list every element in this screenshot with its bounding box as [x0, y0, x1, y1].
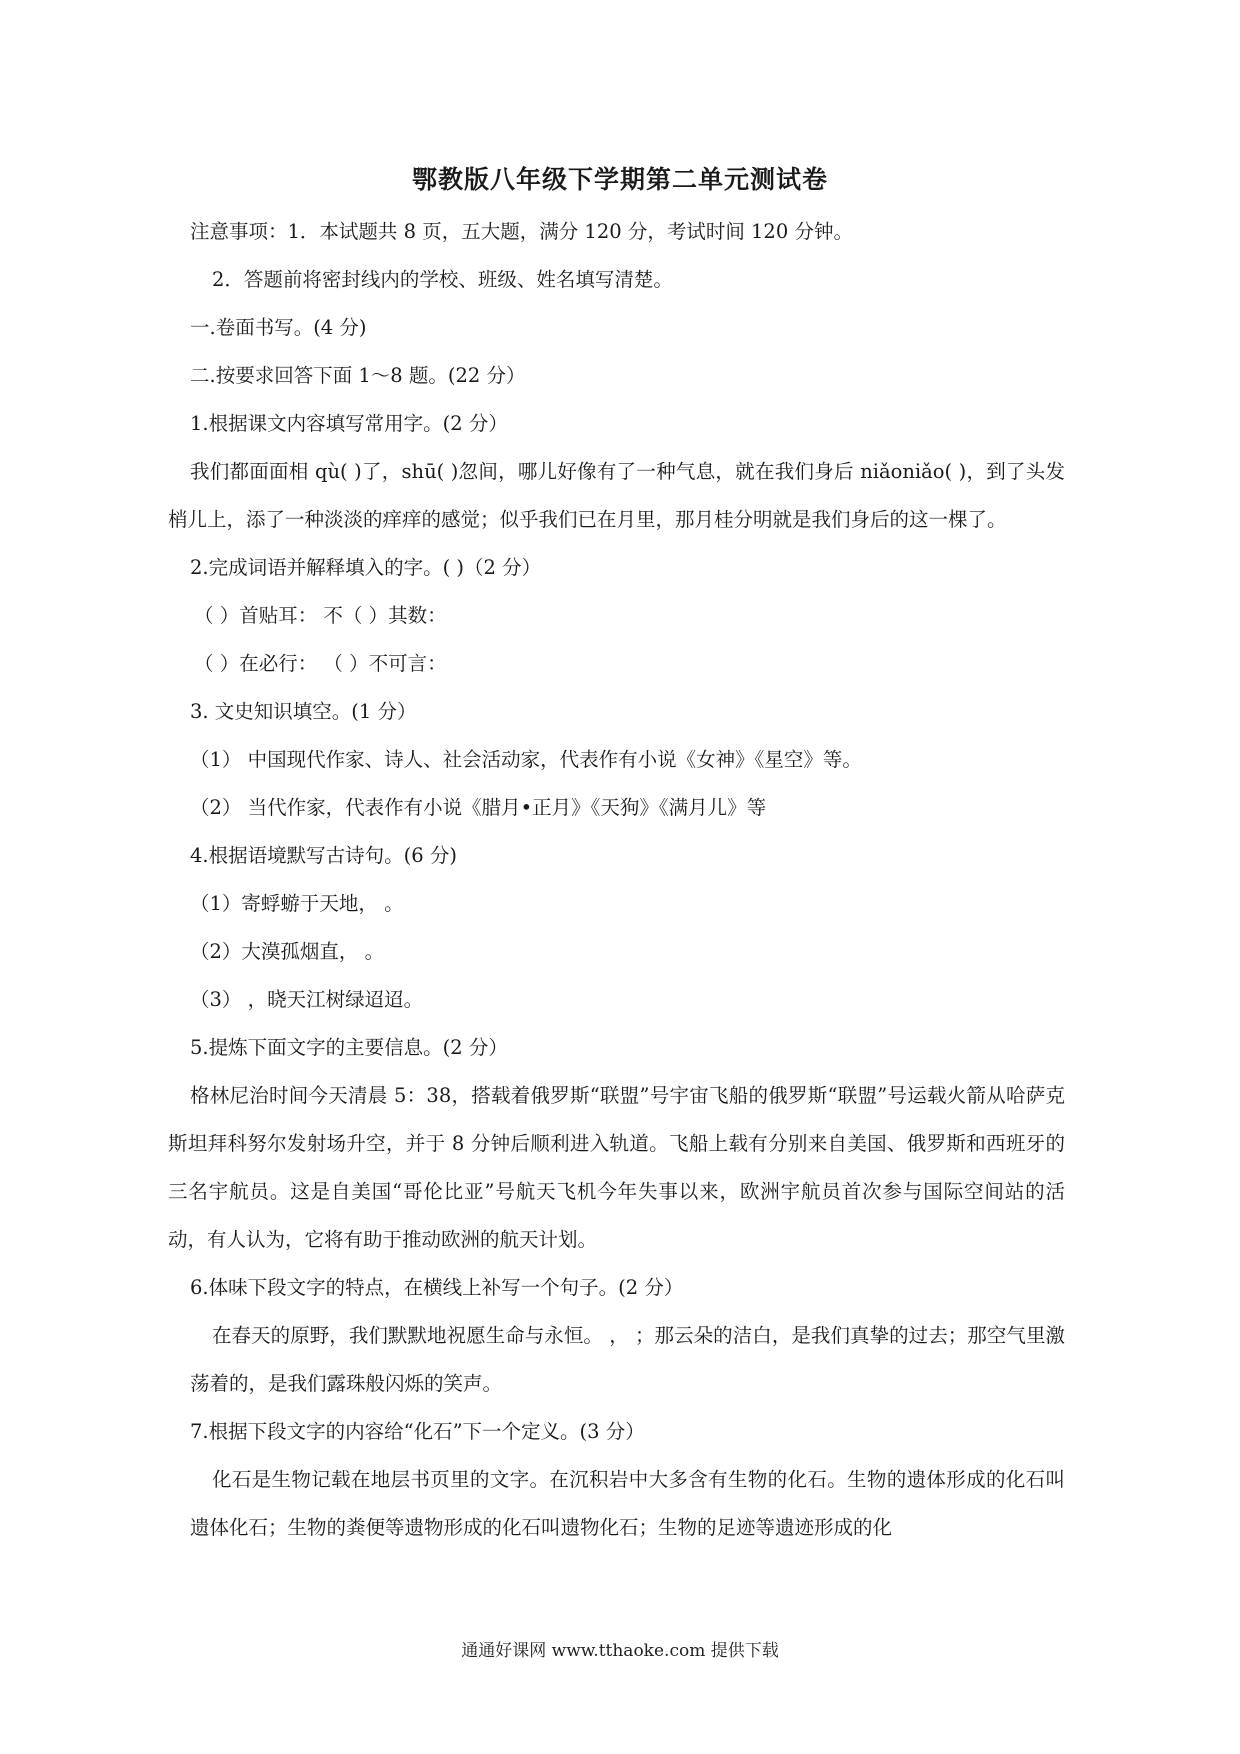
q3-item-1: （1） 中国现代作家、诗人、社会活动家，代表作有小说《女神》《星空》等。: [190, 748, 862, 771]
notes-line-2: 2．答题前将密封线内的学校、班级、姓名填写清楚。: [212, 268, 673, 291]
q7-heading: 7.根据下段文字的内容给“化石”下一个定义。(3 分）: [190, 1420, 645, 1443]
q1-text: 我们都面面相 qù( )了，shū( )忽间，哪儿好像有了一种气息，就在我们身后 niǎoniǎo( )，到了头发梢儿上，添了一种淡淡的痒痒的感觉；似乎我们已在月里，那月桂分明就是我们身后的这一棵了。: [168, 460, 1065, 531]
q2-heading: 2.完成词语并解释填入的字。( )（2 分）: [190, 556, 542, 579]
q4-item-2: （2）大漠孤烟直， 。: [190, 940, 385, 963]
q5-text: 格林尼治时间今天清晨 5：38，搭载着俄罗斯“联盟”号宇宙飞船的俄罗斯“联盟”号运载火箭从哈萨克斯坦拜科努尔发射场升空，并于 8 分钟后顺利进入轨道。飞船上载有分别来自美国、俄罗斯和西班牙的三名宇航员。这是自美国“哥伦比亚”号航天飞机今年失事以来，欧洲宇航员首次参与国际空间站的活动，有人认为，它将有助于推动欧洲的航天计划。: [168, 1084, 1065, 1251]
section-2-heading: 二.按要求回答下面 1～8 题。(22 分）: [190, 364, 526, 387]
q1-heading: 1.根据课文内容填写常用字。(2 分）: [190, 412, 508, 435]
q4-item-1: （1）寄蜉蝣于天地， 。: [190, 892, 404, 915]
q3-heading: 3. 文史知识填空。(1 分）: [190, 700, 417, 723]
q2-row-1: （ ）首贴耳： 不（ ）其数：: [194, 604, 447, 627]
document-body: [168, 208, 1065, 1552]
q6-heading: 6.体味下段文字的特点，在横线上补写一个句子。(2 分）: [190, 1276, 684, 1299]
notes-line-1: 注意事项：1．本试题共 8 页，五大题，满分 120 分，考试时间 120 分钟。: [190, 220, 853, 243]
q3-item-2: （2） 当代作家，代表作有小说《腊月•正月》《天狗》《满月儿》等: [190, 796, 767, 819]
q6-text: 在春天的原野，我们默默地祝愿生命与永恒。 ， ；那云朵的洁白，是我们真挚的过去；那空气里激荡着的，是我们露珠般闪烁的笑声。: [190, 1324, 1065, 1395]
page-footer: 通通好课网 www.tthaoke.com 提供下载: [461, 1641, 779, 1661]
section-1-heading: 一.卷面书写。(4 分): [190, 316, 367, 339]
q4-heading: 4.根据语境默写古诗句。(6 分): [190, 844, 457, 867]
q4-item-3: （3） ，晓天江树绿迢迢。: [190, 988, 424, 1011]
q7-text: 化石是生物记载在地层书页里的文字。在沉积岩中大多含有生物的化石。生物的遗体形成的化石叫遗体化石；生物的粪便等遗物形成的化石叫遗物化石；生物的足迹等遗迹形成的化: [190, 1468, 1065, 1539]
q2-row-2: （ ）在必行： （ ）不可言：: [194, 652, 447, 675]
q5-heading: 5.提炼下面文字的主要信息。(2 分）: [190, 1036, 508, 1059]
document-title: 鄂教版八年级下学期第二单元测试卷: [411, 165, 828, 194]
